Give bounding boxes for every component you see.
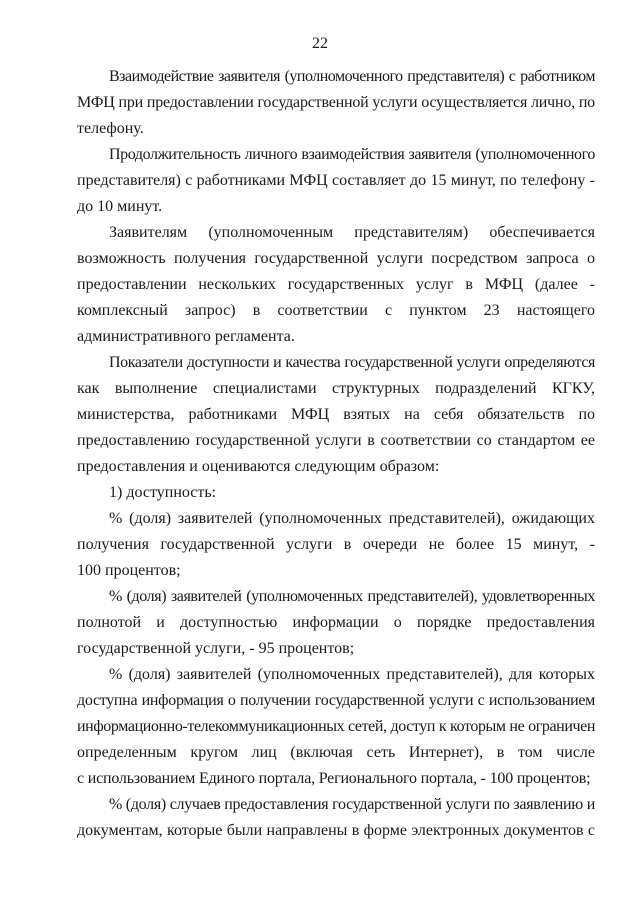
- text-line: возможность получения государственной услуги посредством запроса о: [77, 250, 595, 267]
- paragraph-complex-request: [77, 220, 595, 350]
- text-line: министерства, работниками МФЦ взятых на себя обязательств по: [77, 406, 595, 423]
- text-line: Взаимодействие заявителя (уполномоченного представителя) с работником: [109, 68, 595, 85]
- text-line: предоставлению государственной услуги в соответствии со стандартом ее: [77, 432, 595, 449]
- text-line: предоставления и оцениваются следующим образом:: [77, 458, 440, 475]
- text-line: 100 процентов;: [77, 562, 181, 579]
- paragraph-interaction-mfc: [77, 64, 595, 142]
- text-line: комплексный запрос) в соответствии с пунктом 23 настоящего: [77, 302, 595, 319]
- text-line: государственной услуги, - 95 процентов;: [77, 640, 355, 657]
- document-body: [77, 64, 595, 844]
- text-line: % (доля) случаев предоставления государственной услуги по заявлению и: [109, 796, 595, 813]
- text-line: Продолжительность личного взаимодействия заявителя (уполномоченного: [109, 146, 595, 163]
- page-number: 22: [312, 35, 328, 52]
- paragraph-interaction-duration: [77, 142, 595, 220]
- text-line: телефону.: [77, 120, 144, 137]
- text-line: МФЦ при предоставлении государственной услуги осуществляется лично, по: [77, 94, 595, 111]
- text-line: доступна информация о получении государственной услуги с использованием: [77, 692, 595, 709]
- text-line: % (доля) заявителей (уполномоченных представителей), удовлетворенных: [109, 588, 595, 605]
- text-line: как выполнение специалистами структурных подразделений КГКУ,: [77, 380, 595, 397]
- text-line: документам, которые были направлены в форме электронных документов с: [77, 822, 595, 839]
- paragraph-electronic-documents: [77, 792, 595, 844]
- paragraph-online-information: [77, 662, 595, 792]
- paragraph-quality-indicators: [77, 350, 595, 480]
- text-line: полнотой и доступностью информации о порядке предоставления: [77, 614, 595, 631]
- paragraph-queue-wait: [77, 506, 595, 584]
- text-line: Заявителям (уполномоченным представителям) обеспечивается: [109, 224, 595, 241]
- text-line: получения государственной услуги в очереди не более 15 минут, -: [77, 536, 595, 553]
- text-line: представителя) с работниками МФЦ составляет до 15 минут, по телефону -: [77, 172, 595, 189]
- text-line: % (доля) заявителей (уполномоченных представителей), для которых: [109, 666, 595, 683]
- text-line: Показатели доступности и качества государственной услуги определяются: [109, 354, 595, 371]
- paragraph-information-satisfaction: [77, 584, 595, 662]
- text-line: с использованием Единого портала, Регионального портала, - 100 процентов;: [77, 770, 591, 787]
- text-line: определенным кругом лиц (включая сеть Интернет), в том числе: [77, 744, 595, 761]
- text-line: предоставлении нескольких государственных услуг в МФЦ (далее -: [77, 276, 595, 293]
- text-line: до 10 минут.: [77, 198, 163, 215]
- text-line: 1) доступность:: [109, 484, 217, 501]
- text-line: административного регламента.: [77, 328, 295, 345]
- text-line: информационно-телекоммуникационных сетей, доступ к которым не ограничен: [77, 718, 595, 735]
- text-line: % (доля) заявителей (уполномоченных представителей), ожидающих: [109, 510, 595, 527]
- paragraph-accessibility-heading: [77, 480, 595, 506]
